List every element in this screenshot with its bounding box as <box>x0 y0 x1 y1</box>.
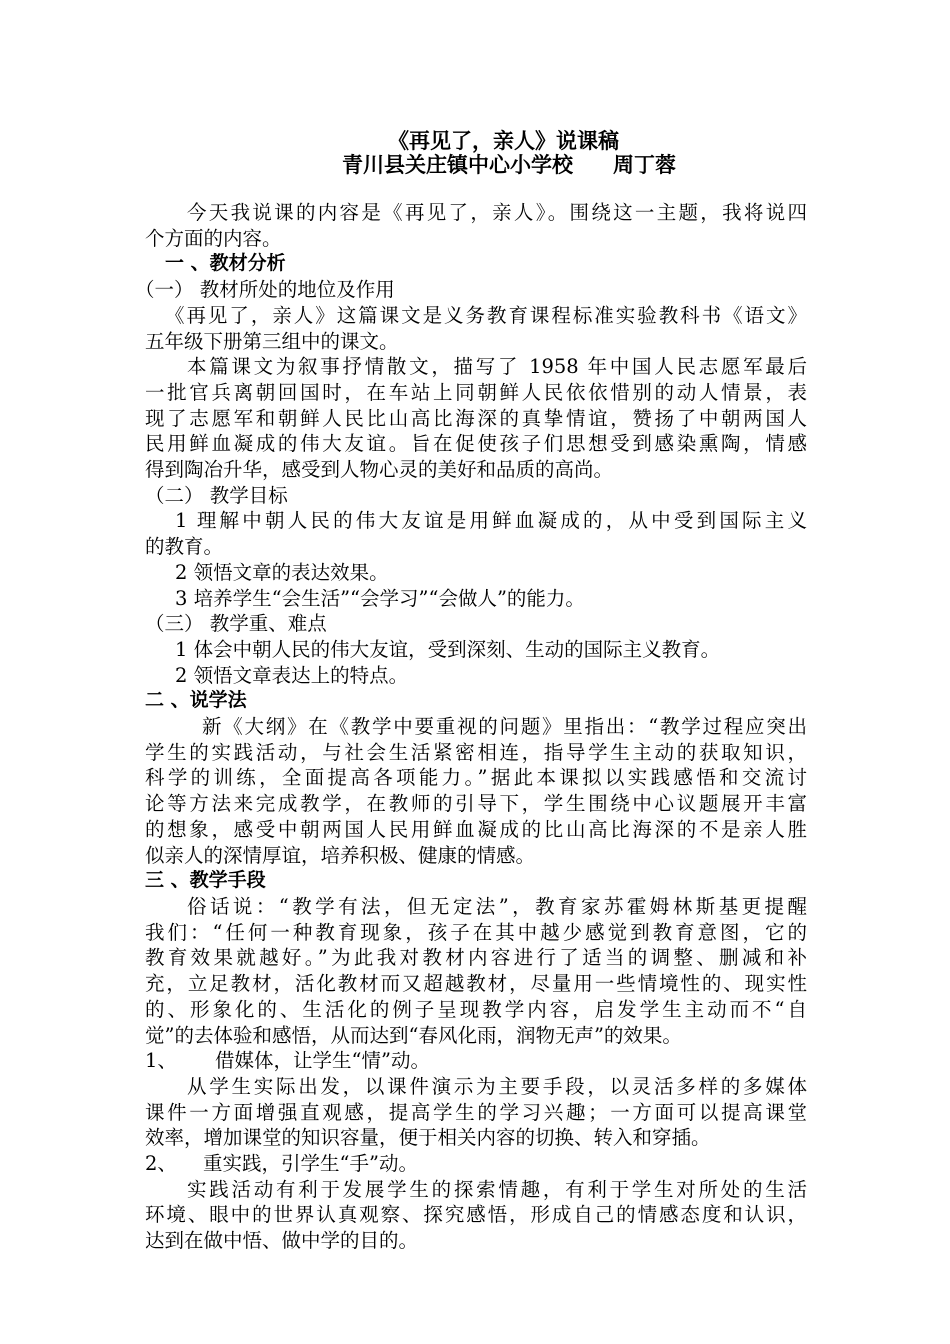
paragraph-line: 我们：“任何一种教育现象，孩子在其中越少感觉到教育意图，它的 <box>145 920 807 944</box>
paragraph-line: 《再见了，亲人》这篇课文是义务教育课程标准实验教科书《语文》 <box>165 303 807 327</box>
subsection-heading: （一） 教材所处的地位及作用 <box>135 278 395 302</box>
paragraph-line: 论等方法来完成教学，在教师的引导下，学生围绕中心议题展开丰富 <box>145 792 807 816</box>
goal-item: 1 理解中朝人民的伟大友谊是用鲜血凝成的，从中受到国际主义 <box>175 509 807 533</box>
paragraph-line: 似亲人的深情厚谊，培养积极、健康的情感。 <box>145 843 536 867</box>
subsection-heading: （二） 教学目标 <box>145 483 288 507</box>
section-heading: 一 、教材分析 <box>165 252 286 275</box>
paragraph-line: 的想象，感受中朝两国人民用鲜血凝成的比山高比海深的不是亲人胜 <box>145 817 807 841</box>
paragraph-line: 实践活动有利于发展学生的探索情趣，有利于学生对所处的生活 <box>187 1177 807 1201</box>
paragraph-line: 课件一方面增强直观感，提高学生的学习兴趣；一方面可以提高课堂 <box>145 1100 807 1124</box>
document-byline <box>342 151 676 179</box>
intro-line: 个方面的内容。 <box>145 226 282 250</box>
paragraph-line: 科学的训练，全面提高各项能力。”据此本课拟以实践感悟和交流讨 <box>145 766 807 790</box>
paragraph-line: 达到在做中悟、做中学的目的。 <box>145 1229 419 1253</box>
paragraph-line: 教育效果就越好。”为此我对教材内容进行了适当的调整、删减和补 <box>145 946 807 970</box>
paragraph-line: 现了志愿军和朝鲜人民比山高比海深的真挚情谊，赞扬了中朝两国人 <box>145 406 807 430</box>
paragraph-line: 学生的实践活动，与社会生活紧密相连，指导学生主动的获取知识， <box>145 740 807 764</box>
method-heading <box>145 1048 807 1074</box>
goal-item: 3 培养学生“会生活”“会学习”“会做人”的能力。 <box>175 586 585 610</box>
intro-line: 今天我说课的内容是《再见了，亲人》。围绕这一主题，我将说四 <box>187 201 807 224</box>
paragraph-line: 得到陶冶升华，感受到人物心灵的美好和品质的高尚。 <box>145 458 614 482</box>
method-title: 重实践，引学生“手”动。 <box>203 1152 418 1176</box>
paragraph-line: 俗话说：“教学有法，但无定法”，教育家苏霍姆林斯基更提醒 <box>187 894 807 918</box>
paragraph-line: 环境、眼中的世界认真观察、探究感悟，形成自己的情感态度和认识， <box>145 1203 807 1227</box>
keypoint-item: 1 体会中朝人民的伟大友谊，受到深刻、生动的国际主义教育。 <box>175 637 721 661</box>
method-number: 2、 <box>145 1152 177 1176</box>
paragraph-line: 充，立足教材，活化教材而又超越教材，尽量用一些情境性的、现实性 <box>145 972 807 996</box>
method-number: 1、 <box>145 1049 177 1073</box>
paragraph-line: 的、形象化的、生活化的例子呈现教学内容，启发学生主动而不“自 <box>145 997 807 1021</box>
paragraph-line: 觉”的去体验和感悟，从而达到“春风化雨，润物无声”的效果。 <box>145 1023 682 1047</box>
document-body <box>135 200 807 1254</box>
method-title: 借媒体，让学生“情”动。 <box>215 1049 430 1073</box>
subsection-heading: （三） 教学重、难点 <box>145 612 327 636</box>
goal-item: 的教育。 <box>145 535 224 559</box>
goal-item: 2 领悟文章的表达效果。 <box>175 560 389 584</box>
method-heading <box>145 1151 807 1177</box>
paragraph-line: 效率，增加课堂的知识容量，便于相关内容的切换、转入和穿插。 <box>145 1126 711 1150</box>
author-name: 周丁蓉 <box>613 152 676 177</box>
paragraph-line: 从学生实际出发，以课件演示为主要手段，以灵活多样的多媒体 <box>187 1074 807 1098</box>
document-title: 《再见了，亲人》说课稿 <box>388 128 619 153</box>
paragraph-line: 新《大纲》在《教学中要重视的问题》里指出：“教学过程应突出 <box>202 715 807 739</box>
school-name: 青川县关庄镇中心小学校 <box>342 152 573 177</box>
paragraph-line: 本篇课文为叙事抒情散文，描写了 1958 年中国人民志愿军最后 <box>187 355 807 379</box>
paragraph-line: 一批官兵离朝回国时，在车站上同朝鲜人民依依惜别的动人情景，表 <box>145 380 807 404</box>
keypoint-item: 2 领悟文章表达上的特点。 <box>175 663 409 687</box>
section-heading: 二 、说学法 <box>145 689 247 712</box>
paragraph-line: 民用鲜血凝成的伟大友谊。旨在促使孩子们思想受到感染熏陶，情感 <box>145 432 807 456</box>
paragraph-line: 五年级下册第三组中的课文。 <box>145 329 399 353</box>
section-heading: 三 、教学手段 <box>145 869 266 892</box>
